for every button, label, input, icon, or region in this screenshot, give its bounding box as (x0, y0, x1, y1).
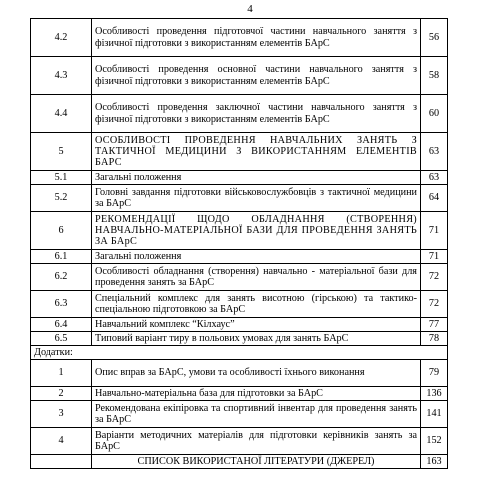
toc-item-title: Особливості обладнання (створення) навчально - матеріальної бази для проведення занять за БАрС (92, 264, 421, 291)
toc-item-title: Загальні положення (92, 250, 421, 264)
toc-row (31, 133, 448, 171)
toc-row (31, 455, 448, 469)
toc-section-row (31, 346, 448, 360)
toc-item-number: 5.2 (31, 185, 92, 212)
toc-row (31, 171, 448, 185)
toc-item-title: Спеціальний комплекс для занять висотною (гірською) та тактико-спеціальною підготовкою за БАрС (92, 291, 421, 318)
toc-item-title: Особливості проведення основної частини навчального заняття з фізичної підготовки з використанням елементів БАрС (92, 57, 421, 95)
toc-item-number: 6 (31, 212, 92, 250)
page-number: 4 (247, 3, 253, 15)
toc-item-page: 56 (421, 19, 448, 57)
toc-item-number: 1 (31, 360, 92, 387)
toc-item-page: 72 (421, 264, 448, 291)
toc-row (31, 360, 448, 387)
toc-item-page: 163 (421, 455, 448, 469)
toc-item-number: 5 (31, 133, 92, 171)
table-of-contents (30, 18, 448, 469)
toc-row (31, 57, 448, 95)
toc-row (31, 185, 448, 212)
toc-item-page: 71 (421, 250, 448, 264)
toc-item-title: Типовий варіант тиру в польових умовах для занять БАрС (92, 332, 421, 346)
toc-item-page: 58 (421, 57, 448, 95)
toc-item-number: 6.4 (31, 318, 92, 332)
toc-item-page: 63 (421, 133, 448, 171)
toc-item-title: Варіанти методичних матеріалів для підготовки керівників занять за БАрС (92, 428, 421, 455)
toc-body (31, 19, 448, 469)
toc-item-title: Особливості проведення заключної частини навчального заняття з фізичної підготовки з використанням елементів БАрС (92, 95, 421, 133)
toc-row (31, 212, 448, 250)
toc-item-title: ОСОБЛИВОСТІ ПРОВЕДЕННЯ НАВЧАЛЬНИХ ЗАНЯТЬ З ТАКТИЧНОЇ МЕДИЦИНИ З ВИКОРИСТАННЯМ ЕЛЕМЕНТІВ БАРС (92, 133, 421, 171)
toc-item-number: 6.3 (31, 291, 92, 318)
toc-item-number: 4 (31, 428, 92, 455)
toc-row (31, 318, 448, 332)
toc-row (31, 387, 448, 401)
toc-item-number: 4.2 (31, 19, 92, 57)
toc-item-page: 72 (421, 291, 448, 318)
toc-item-title: Особливості проведення підготовчої частини навчального заняття з фізичної підготовки з використанням елементів БАрС (92, 19, 421, 57)
toc-item-title: Навчально-матеріальна база для підготовки за БАрС (92, 387, 421, 401)
toc-item-page: 78 (421, 332, 448, 346)
toc-row (31, 250, 448, 264)
toc-item-page: 63 (421, 171, 448, 185)
toc-item-number: 6.2 (31, 264, 92, 291)
toc-item-title: РЕКОМЕНДАЦІЇ ЩОДО ОБЛАДНАННЯ (СТВОРЕННЯ) НАВЧАЛЬНО-МАТЕРІАЛЬНОЇ БАЗИ ДЛЯ ПРОВЕДЕННЯ ЗАНЯТЬ ЗА БАрС (92, 212, 421, 250)
toc-item-number: 4.4 (31, 95, 92, 133)
toc-item-page: 141 (421, 401, 448, 428)
toc-item-page: 79 (421, 360, 448, 387)
toc-row (31, 428, 448, 455)
toc-item-title: Головні завдання підготовки військовослужбовців з тактичної медицини за БАрС (92, 185, 421, 212)
toc-item-number: 3 (31, 401, 92, 428)
toc-item-title: Загальні положення (92, 171, 421, 185)
toc-item-page: 152 (421, 428, 448, 455)
toc-item-number: 2 (31, 387, 92, 401)
toc-item-title: Опис вправ за БАрС, умови та особливості їхнього виконання (92, 360, 421, 387)
toc-item-title: Навчальний комплекс “Кілхаус” (92, 318, 421, 332)
toc-item-page: 136 (421, 387, 448, 401)
toc-item-page: 64 (421, 185, 448, 212)
toc-item-page: 77 (421, 318, 448, 332)
toc-row (31, 19, 448, 57)
toc-item-number (31, 455, 92, 469)
toc-item-number: 4.3 (31, 57, 92, 95)
toc-row (31, 332, 448, 346)
section-label: Додатки: (31, 346, 448, 360)
toc-item-title: Рекомендована екіпіровка та спортивний інвентар для проведення занять за БАрС (92, 401, 421, 428)
toc-item-page: 71 (421, 212, 448, 250)
toc-row (31, 95, 448, 133)
toc-item-title: СПИСОК ВИКОРИСТАНОЇ ЛІТЕРАТУРИ (ДЖЕРЕЛ) (92, 455, 421, 469)
toc-row (31, 291, 448, 318)
toc-row (31, 264, 448, 291)
toc-item-number: 6.1 (31, 250, 92, 264)
toc-row (31, 401, 448, 428)
toc-item-page: 60 (421, 95, 448, 133)
toc-item-number: 6.5 (31, 332, 92, 346)
toc-item-number: 5.1 (31, 171, 92, 185)
